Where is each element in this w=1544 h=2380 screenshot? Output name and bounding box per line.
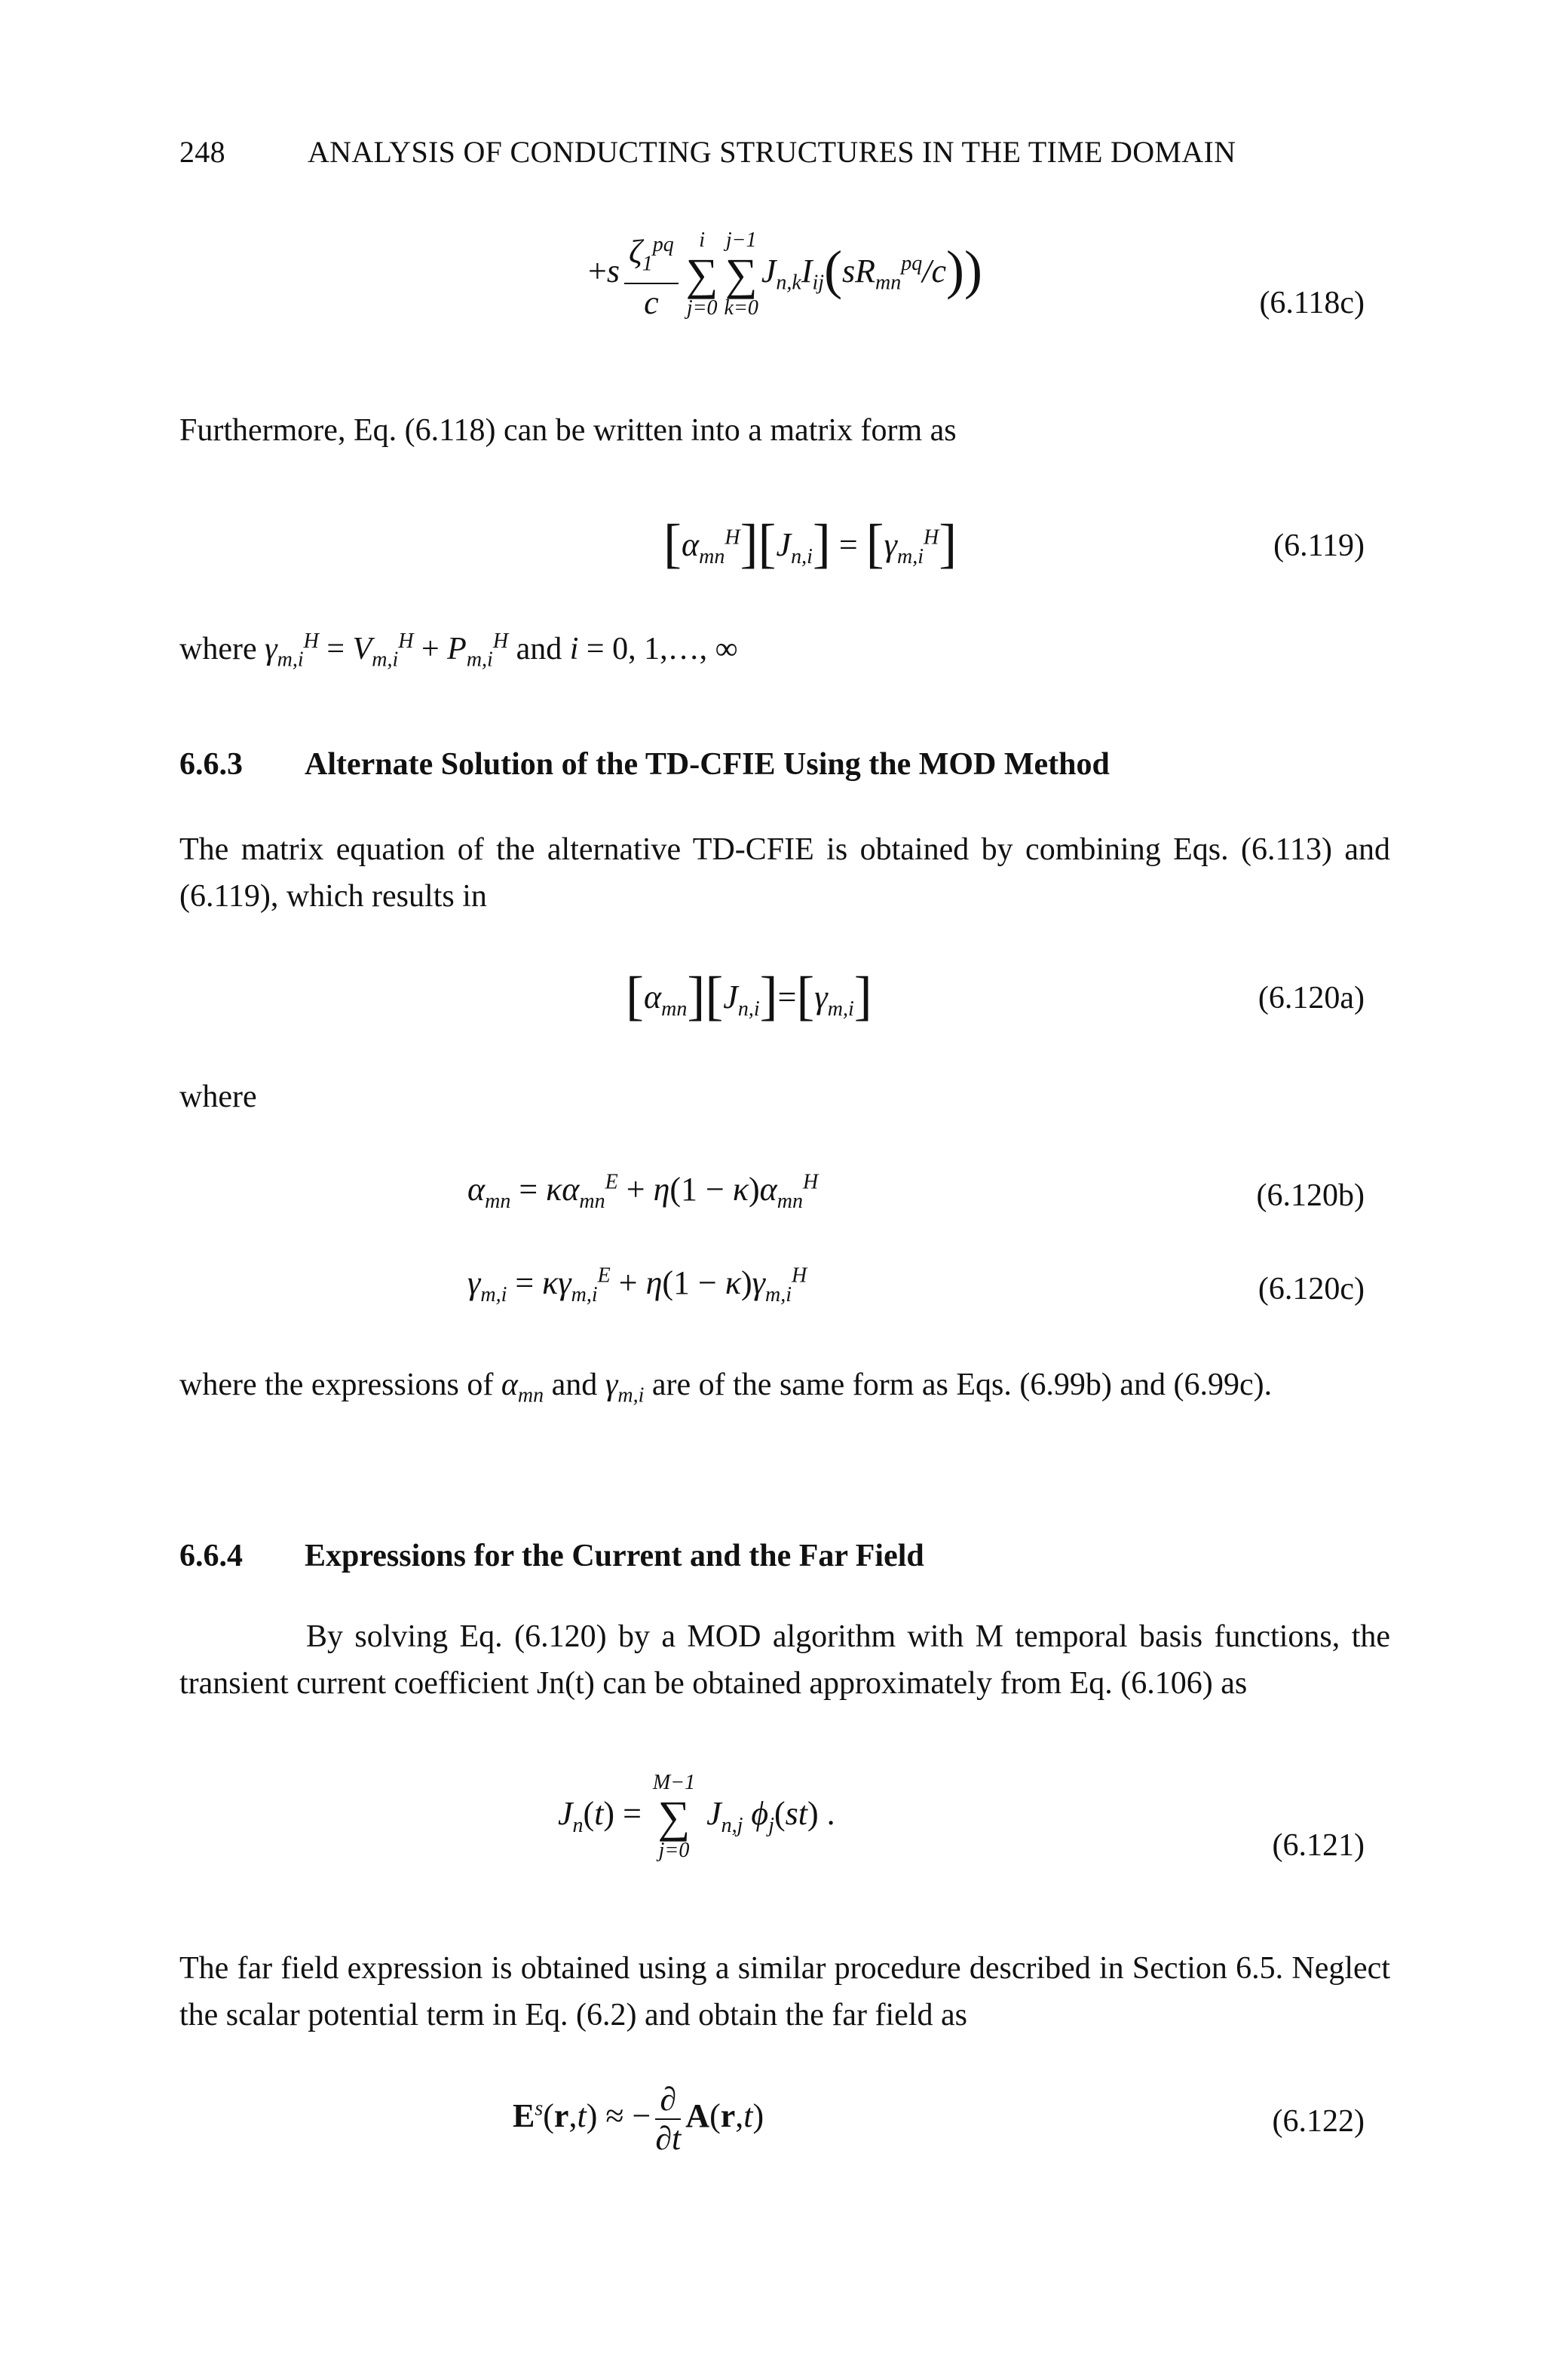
equation-6-121: $J_n(t)$ = M−1 ∑ j=0 $J_{n,j}$ $\phi_j(st)$ . (558, 1771, 835, 1862)
page-number: 248 (179, 135, 225, 169)
equation-6-120b: $\alpha_{mn} = \kappa\alpha_{mn}^E + \eta(1 - \kappa)\alpha_{mn}^H$ (467, 1170, 819, 1213)
equation-6-120c: $\gamma_{m,i} = \kappa\gamma_{m,i}^E + \eta(1 - \kappa)\gamma_{m,i}^H$ (467, 1264, 807, 1306)
equation-number-6-119: (6.119) (1273, 528, 1365, 563)
and-word: and (516, 632, 562, 666)
paragraph-far-field: The far field expression is obtained using a similar procedure described in Section 6.5. Neglect the scalar potential term in Eq. (6.2) and obtain the far field as (179, 1951, 1390, 2032)
section-number-6-6-4: 6.6.4 (179, 1539, 243, 1573)
equation-number-6-120c: (6.120c) (1258, 1272, 1365, 1306)
section-number-6-6-3: 6.6.3 (179, 747, 243, 782)
equation-number-6-118c: (6.118c) (1259, 286, 1365, 320)
paragraph-where: where (179, 1080, 257, 1114)
equation-number-6-120b: (6.120b) (1256, 1178, 1365, 1213)
paragraph-solving: By solving Eq. (6.120) by a MOD algorithm with M temporal basis functions, the transient current coefficient Jn(t) can be obtained approximately from Eq. (6.106) as (179, 1619, 1390, 1701)
equation-number-6-122: (6.122) (1272, 2104, 1365, 2139)
paragraph-furthermore: Furthermore, Eq. (6.118) can be written into a matrix form as (179, 413, 957, 448)
equation-6-119: $[\alpha_{mn}^H][J_{n,i}] = [\gamma_{m,i}^H]$ (663, 513, 957, 574)
section-title-6-6-4: Expressions for the Current and the Far Field (305, 1539, 924, 1573)
section-title-6-6-3: Alternate Solution of the TD-CFIE Using the MOD Method (305, 747, 1110, 782)
equation-number-6-120a: (6.120a) (1258, 981, 1365, 1015)
equation-6-118c: +s $\frac{\zeta_1^{pq}}{c}$ i ∑ j=0 j−1 ∑ k=0 $J_{n,k}I_{ij}(sR_{mn}^{pq}/c)$) (588, 226, 982, 322)
paragraph-matrix-equation: The matrix equation of the alternative TD-CFIE is obtained by combining Eqs. (6.113) and (6.119), which results in (179, 832, 1390, 914)
paragraph-where-expressions: where the expressions of $\alpha_{mn}$ and $\gamma_{m,i}$ are of the same form as Eqs. (6.99b) and (6.99c). (179, 1368, 1273, 1407)
equation-6-122: $E^s(r,t)$ ≈ − $\frac{\partial}{\partial t}$ A(r,t) (513, 2081, 764, 2157)
equation-number-6-121: (6.121) (1272, 1828, 1365, 1863)
paragraph-where-gamma: where $\gamma_{m,i}^H = V_{m,i}^H + P_{m,i}^H$ and i = 0, 1,…, ∞ (179, 629, 738, 672)
equation-6-120a: $[\alpha_{mn}][J_{n,i}]=[\gamma_{m,i}]$ (626, 966, 872, 1026)
where-word: where (179, 632, 257, 666)
running-title: ANALYSIS OF CONDUCTING STRUCTURES IN THE TIME DOMAIN (308, 135, 1236, 169)
